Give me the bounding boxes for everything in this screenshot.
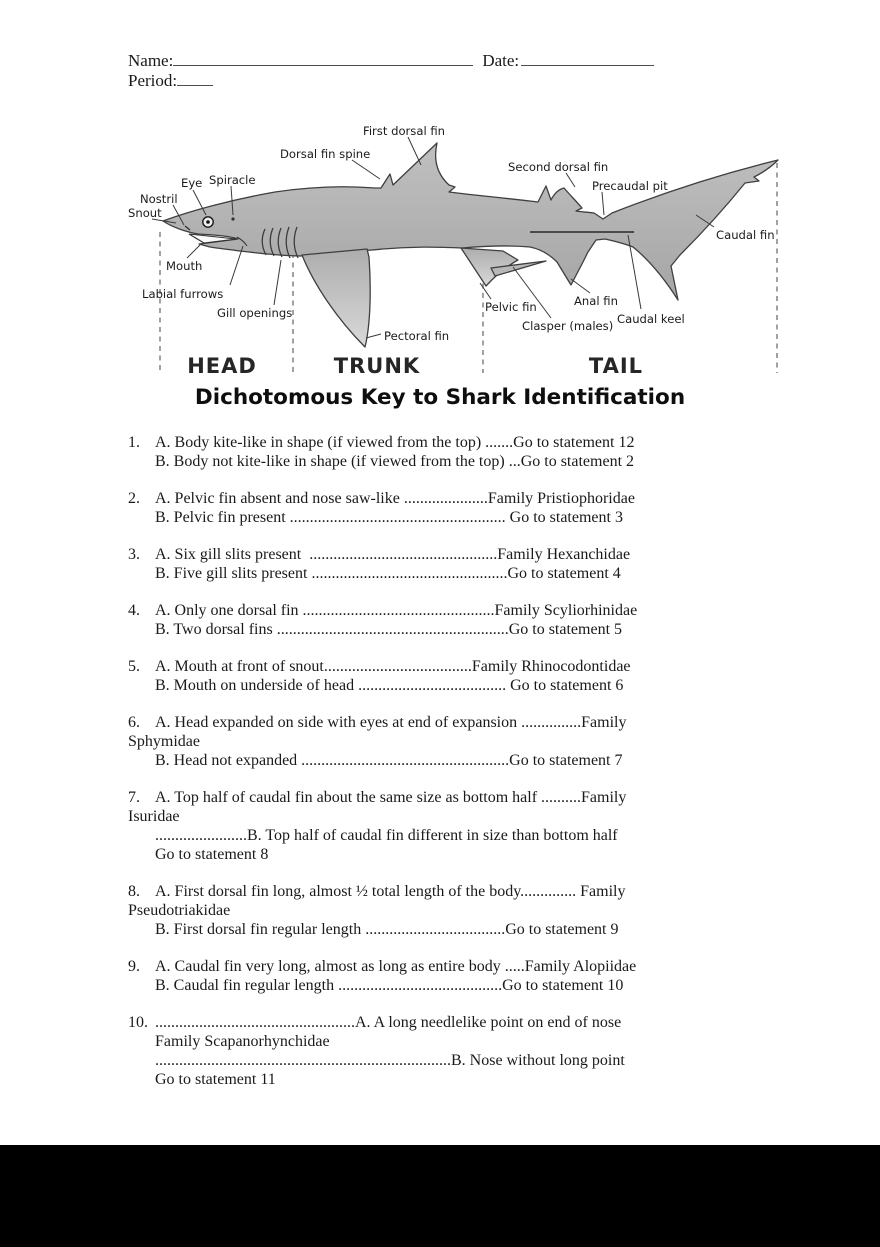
key-line-text: B. Head not expanded ....................................................Go to statement 7 [155,752,623,769]
key-line-text: A. Caudal fin very long, almost as long as entire body .....Family Alopiidae [155,958,637,975]
bottom-black-bar [0,1145,880,1247]
dichotomous-key-list [128,433,768,1107]
spiracle-mark [231,217,234,220]
leader-labial-furrows [230,246,243,285]
section-label-head: HEAD [187,354,257,378]
leader-anal-fin [571,279,590,293]
eye-pupil [206,220,210,224]
key-item-5 [128,657,768,695]
key-line-text: B. Mouth on underside of head ..................................... Go to statement 6 [155,677,624,694]
key-line-text: B. Caudal fin regular length .........................................Go to statement 10 [155,977,624,994]
date-blank-line [521,50,654,66]
item-number: 6. [128,714,140,731]
key-line-text: A. Body kite-like in shape (if viewed from the top) .......Go to statement 12 [155,434,635,451]
key-line-text: B. Two dorsal fins ..........................................................Go to statement 5 [155,621,623,638]
key-line-text: .......................B. Top half of caudal fin different in size than bottom half [155,827,618,844]
part-label-pelvic-fin: Pelvic fin [485,300,537,314]
key-item-9 [128,957,768,995]
item-number: 9. [128,958,140,975]
leader-precaudal-pit [602,192,604,215]
part-label-anal-fin: Anal fin [574,294,618,308]
key-line-text: A. Only one dorsal fin ................................................Family Scyliorhinidae [155,602,638,619]
name-label: Name: [128,51,174,70]
key-line-text: ..................................................A. A long needlelike point on end of nose [155,1014,622,1031]
period-blank-line [177,70,213,86]
part-label-snout: Snout [128,206,162,220]
key-line-text: Family Scapanorhynchidae [155,1033,330,1050]
item-number: 1. [128,434,140,451]
item-number: 7. [128,789,140,806]
key-line-text: A. First dorsal fin long, almost ½ total length of the body.............. Family [155,883,626,900]
part-label-labial-furrows: Labial furrows [142,287,224,301]
key-line-text: Isuridae [128,808,180,825]
part-label-gill-openings: Gill openings [217,306,293,320]
key-line-text: Pseudotriakidae [128,902,231,919]
item-number: 10. [128,1014,148,1031]
part-label-spiracle: Spiracle [209,173,256,187]
header [128,50,752,90]
page-title: Dichotomous Key to Shark Identification [194,385,686,410]
item-number: 2. [128,490,140,507]
key-item-4 [128,601,768,639]
part-label-clasper: Clasper (males) [522,319,614,333]
key-line-text: Go to statement 11 [155,1071,276,1088]
part-label-caudal-keel: Caudal keel [617,312,685,326]
key-line-text: A. Pelvic fin absent and nose saw-like .....................Family Pristiophoridae [155,490,635,507]
part-label-eye: Eye [181,176,203,190]
item-number: 3. [128,546,140,563]
leader-gill-openings [274,260,281,305]
key-line-text: ..........................................................................B. Nose without long point [155,1052,625,1069]
leader-mouth [187,245,200,258]
key-line-text: A. Six gill slits present ...............................................Family Hexanchidae [155,546,631,563]
part-label-first-dorsal-fin: First dorsal fin [363,124,446,138]
key-line-text: A. Mouth at front of snout.....................................Family Rhinocodontidae [155,658,631,675]
key-line-text: A. Top half of caudal fin about the same size as bottom half ..........Family [155,789,627,806]
part-label-mouth: Mouth [166,259,203,273]
key-item-2 [128,489,768,527]
key-item-6 [128,713,768,770]
name-blank-line [173,50,473,66]
pectoral-fin-shape [302,249,370,347]
key-line-text: B. First dorsal fin regular length ...................................Go to statement 9 [155,921,619,938]
key-line-text: Sphymidae [128,733,200,750]
key-line-text: B. Body not kite-like in shape (if viewed from the top) ...Go to statement 2 [155,453,635,470]
part-label-precaudal-pit: Precaudal pit [592,179,668,193]
period-label: Period: [128,71,178,90]
leader-pectoral-fin [366,334,381,338]
leader-second-dorsal-fin [566,173,575,187]
key-line-text: B. Pelvic fin present ...................................................... Go to statement 3 [155,509,623,526]
key-line-text: A. Head expanded on side with eyes at end of expansion ...............Family [155,714,627,731]
section-label-trunk: TRUNK [333,354,421,378]
key-line-text: Go to statement 8 [155,846,269,863]
name-date-row [128,50,752,70]
part-label-dorsal-fin-spine: Dorsal fin spine [280,147,371,161]
part-label-pectoral-fin: Pectoral fin [384,329,450,343]
item-number: 8. [128,883,140,900]
section-label-tail: TAIL [588,354,644,378]
leader-first-dorsal-fin [408,137,421,165]
key-item-8 [128,882,768,939]
key-item-3 [128,545,768,583]
part-label-second-dorsal-fin: Second dorsal fin [508,160,609,174]
key-line-text: B. Five gill slits present .................................................Go to statement 4 [155,565,621,582]
part-label-nostril: Nostril [140,192,178,206]
date-label: Date: [482,51,520,70]
part-label-caudal-fin: Caudal fin [716,228,775,242]
leader-dorsal-fin-spine [352,160,380,179]
shark-diagram [0,115,880,378]
shark-body [163,143,778,300]
key-item-7 [128,788,768,864]
item-number: 4. [128,602,140,619]
period-row [128,70,752,90]
item-number: 5. [128,658,140,675]
key-item-10 [128,1013,768,1089]
key-item-1 [128,433,768,471]
